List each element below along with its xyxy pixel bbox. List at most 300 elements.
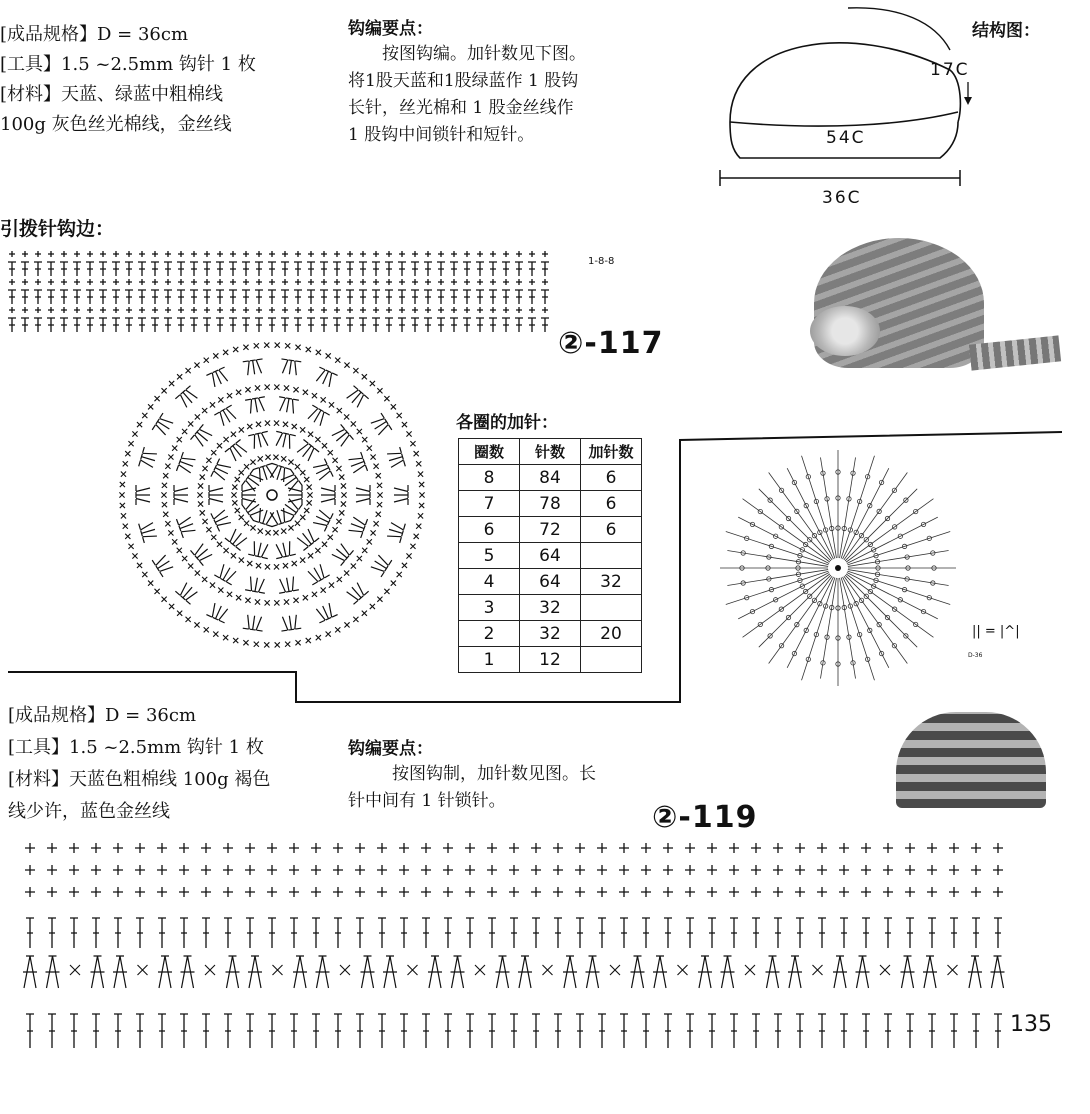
notes-line: 针中间有 1 针锁针。 xyxy=(348,791,506,811)
sc-stitch-symbol xyxy=(575,843,585,853)
dc-stitch-symbol xyxy=(884,1014,892,1048)
structure-heading: 结构图： xyxy=(972,21,1040,41)
sc-x-symbol xyxy=(70,965,80,975)
sc-stitch-symbol xyxy=(245,865,255,875)
sc-stitch-symbol xyxy=(861,887,871,897)
dc-fan-symbol xyxy=(766,956,780,988)
cell: 8 xyxy=(459,465,520,491)
chain-spoke xyxy=(846,574,933,637)
sc-stitch-symbol xyxy=(355,887,365,897)
sc-x-symbol xyxy=(813,965,823,975)
dc-fan-symbol xyxy=(856,956,870,988)
notes-heading: 钩编要点： xyxy=(348,19,433,39)
sc-stitch-symbol xyxy=(883,865,893,875)
dc-fan-symbol xyxy=(158,956,172,988)
symbol-legend: || = |^| xyxy=(972,624,1020,639)
cell: 2 xyxy=(459,621,520,647)
cell: 1 xyxy=(459,647,520,673)
dc-stitch-symbol xyxy=(510,918,518,948)
sc-stitch-symbol xyxy=(773,843,783,853)
dc-stitch-symbol xyxy=(862,1014,870,1048)
sc-stitch-symbol xyxy=(971,843,981,853)
sc-stitch-symbol xyxy=(905,865,915,875)
sc-stitch-symbol xyxy=(267,887,277,897)
sc-stitch-symbol xyxy=(839,865,849,875)
dc-stitch-symbol xyxy=(884,918,892,948)
dc-fan-symbol xyxy=(788,956,802,988)
dim-width-label: 36C xyxy=(822,188,862,208)
sc-stitch-symbol xyxy=(69,887,79,897)
dc-fan-symbol xyxy=(113,956,127,988)
notes-heading: 钩编要点： xyxy=(348,739,433,759)
dc-stitch-symbol xyxy=(70,1014,78,1048)
sc-stitch-symbol xyxy=(971,865,981,875)
spec-tool: [工具】1.5 ~2.5mm 钩针 1 枚 xyxy=(0,54,256,75)
sc-stitch-symbol xyxy=(993,865,1003,875)
cell: 7 xyxy=(459,491,520,517)
sc-stitch-symbol xyxy=(619,887,629,897)
dc-stitch-symbol xyxy=(620,1014,628,1048)
dc-stitch-symbol xyxy=(378,918,386,948)
dc-stitch-symbol xyxy=(752,918,760,948)
sc-stitch-symbol xyxy=(641,887,651,897)
spec-material-2: 线少许，蓝色金丝线 xyxy=(8,801,170,822)
sc-stitch-symbol xyxy=(267,843,277,853)
sc-stitch-symbol xyxy=(311,865,321,875)
dc-stitch-symbol xyxy=(136,1014,144,1048)
spec-material: [材料】天蓝色粗棉线 100g 褐色 xyxy=(8,769,271,790)
sc-stitch-symbol xyxy=(135,865,145,875)
dc-stitch-symbol xyxy=(488,918,496,948)
sc-stitch-symbol xyxy=(421,843,431,853)
sc-x-symbol xyxy=(610,965,620,975)
dc-stitch-symbol xyxy=(114,918,122,948)
sc-stitch-symbol xyxy=(949,887,959,897)
dc-stitch-symbol xyxy=(818,1014,826,1048)
sc-stitch-symbol xyxy=(245,843,255,853)
notes-body xyxy=(348,761,648,815)
notes-119 xyxy=(348,734,648,815)
sc-x-symbol xyxy=(408,965,418,975)
dc-stitch-symbol xyxy=(730,1014,738,1048)
sc-stitch-symbol xyxy=(509,843,519,853)
dc-stitch-symbol xyxy=(114,1014,122,1048)
sc-stitch-symbol xyxy=(685,843,695,853)
dc-stitch-symbol xyxy=(576,1014,584,1048)
sc-stitch-symbol xyxy=(157,865,167,875)
dc-stitch-symbol xyxy=(576,918,584,948)
spec-material: [材料】天蓝、绿蓝中粗棉线 xyxy=(0,84,224,105)
cell: 6 xyxy=(581,465,642,491)
sc-stitch-symbol xyxy=(443,865,453,875)
sc-stitch-symbol xyxy=(47,887,57,897)
chain-spoke xyxy=(759,489,831,561)
dc-stitch-symbol xyxy=(708,1014,716,1048)
chain-spoke xyxy=(727,570,828,586)
sc-stitch-symbol xyxy=(575,865,585,875)
sc-stitch-symbol xyxy=(179,865,189,875)
dc-stitch-symbol xyxy=(158,918,166,948)
pattern-number-119: ②-119 xyxy=(652,800,758,835)
sc-stitch-symbol xyxy=(861,865,871,875)
dc-fan-symbol xyxy=(91,956,105,988)
cell: 84 xyxy=(520,465,581,491)
dim-height-label: 17C xyxy=(930,60,970,80)
dc-stitch-symbol xyxy=(686,918,694,948)
sc-stitch-symbol xyxy=(553,843,563,853)
dc-stitch-symbol xyxy=(180,918,188,948)
dc-stitch-symbol xyxy=(840,1014,848,1048)
center-ring xyxy=(835,565,841,571)
dc-stitch-symbol xyxy=(840,918,848,948)
dc-fan-symbol xyxy=(518,956,532,988)
dc-fan-symbol xyxy=(968,956,982,988)
chain-spoke xyxy=(845,575,917,647)
sc-x-symbol xyxy=(948,965,958,975)
sc-stitch-symbol xyxy=(817,843,827,853)
sc-stitch-symbol xyxy=(223,887,233,897)
dc-stitch-symbol xyxy=(26,918,34,948)
cell: 32 xyxy=(520,595,581,621)
cell: 6 xyxy=(459,517,520,543)
dc-stitch-symbol xyxy=(158,1014,166,1048)
dc-stitch-symbol xyxy=(246,918,254,948)
sc-stitch-symbol xyxy=(179,843,189,853)
dc-fan-symbol xyxy=(586,956,600,988)
dc-fan-symbol xyxy=(653,956,667,988)
dc-stitch-symbol xyxy=(224,918,232,948)
sc-x-symbol xyxy=(880,965,890,975)
sc-stitch-symbol xyxy=(377,843,387,853)
dc-stitch-symbol xyxy=(70,918,78,948)
dc-stitch-symbol xyxy=(818,918,826,948)
dc-stitch-symbol xyxy=(268,1014,276,1048)
legend-small: D-36 xyxy=(968,652,983,659)
chain-spoke xyxy=(840,457,856,558)
sc-stitch-symbol xyxy=(531,843,541,853)
cell: 20 xyxy=(581,621,642,647)
dc-stitch-symbol xyxy=(224,1014,232,1048)
sc-stitch-symbol xyxy=(377,887,387,897)
sc-stitch-symbol xyxy=(135,887,145,897)
sc-stitch-symbol xyxy=(91,865,101,875)
dc-fan-symbol xyxy=(901,956,915,988)
sc-stitch-symbol xyxy=(795,887,805,897)
sc-stitch-symbol xyxy=(245,887,255,897)
sc-stitch-symbol xyxy=(113,865,123,875)
dc-stitch-symbol xyxy=(312,1014,320,1048)
dc-stitch-symbol xyxy=(444,1014,452,1048)
dc-stitch-symbol xyxy=(202,1014,210,1048)
sc-stitch-symbol xyxy=(377,865,387,875)
col-header: 针数 xyxy=(520,439,581,465)
dc-stitch-symbol xyxy=(620,918,628,948)
dc-stitch-symbol xyxy=(466,918,474,948)
dc-stitch-symbol xyxy=(554,1014,562,1048)
chain-spoke xyxy=(844,576,907,663)
chain-spoke xyxy=(820,578,836,679)
table-caption: 各圈的加针： xyxy=(456,413,558,433)
dc-stitch-symbol xyxy=(928,1014,936,1048)
sc-stitch-symbol xyxy=(399,843,409,853)
dc-stitch-symbol xyxy=(598,918,606,948)
dc-stitch-symbol xyxy=(422,918,430,948)
dc-stitch-symbol xyxy=(180,1014,188,1048)
sc-stitch-symbol xyxy=(531,887,541,897)
sc-stitch-symbol xyxy=(707,843,717,853)
dc-stitch-symbol xyxy=(488,1014,496,1048)
sc-stitch-symbol xyxy=(993,843,1003,853)
sc-stitch-symbol xyxy=(157,887,167,897)
dc-fan-symbol xyxy=(383,956,397,988)
sc-stitch-symbol xyxy=(333,865,343,875)
sc-x-symbol xyxy=(745,965,755,975)
sc-stitch-symbol xyxy=(47,865,57,875)
sc-stitch-symbol xyxy=(223,865,233,875)
dc-fan-symbol xyxy=(248,956,262,988)
dc-stitch-symbol xyxy=(202,918,210,948)
dc-stitch-symbol xyxy=(334,1014,342,1048)
dc-fan-symbol xyxy=(361,956,375,988)
sc-stitch-symbol xyxy=(487,887,497,897)
dc-fan-symbol xyxy=(181,956,195,988)
dc-fan-symbol xyxy=(721,956,735,988)
spec-tool: [工具】1.5 ~2.5mm 钩针 1 枚 xyxy=(8,737,264,758)
sc-stitch-symbol xyxy=(883,843,893,853)
sc-stitch-symbol xyxy=(289,887,299,897)
sc-x-symbol xyxy=(475,965,485,975)
notes-line: 按图钩制，加针数见图。长 xyxy=(392,764,596,784)
dc-stitch-symbol xyxy=(246,1014,254,1048)
sc-stitch-symbol xyxy=(839,887,849,897)
notes-line: 长针，丝光棉和 1 股金丝线作 xyxy=(348,98,574,118)
sc-stitch-symbol xyxy=(839,843,849,853)
chain-spoke xyxy=(727,550,828,566)
sc-stitch-symbol xyxy=(333,887,343,897)
cell: 6 xyxy=(581,491,642,517)
dc-stitch-symbol xyxy=(598,1014,606,1048)
sc-stitch-symbol xyxy=(663,843,673,853)
chain-spoke xyxy=(820,457,836,558)
dc-stitch-symbol xyxy=(664,1014,672,1048)
sc-stitch-symbol xyxy=(201,865,211,875)
sc-stitch-symbol xyxy=(465,887,475,897)
sc-x-symbol xyxy=(205,965,215,975)
edge-label: 1-8-8 xyxy=(588,256,615,267)
dc-fan-symbol xyxy=(23,956,37,988)
dc-stitch-symbol xyxy=(532,1014,540,1048)
dc-stitch-symbol xyxy=(642,918,650,948)
edge-stitch-chart-119 xyxy=(20,838,1030,1063)
chain-spoke xyxy=(840,578,856,679)
sc-stitch-symbol xyxy=(905,843,915,853)
dc-stitch-symbol xyxy=(268,918,276,948)
sc-stitch-symbol xyxy=(443,843,453,853)
chain-spoke xyxy=(769,473,832,560)
chain-spoke xyxy=(759,575,831,647)
sc-stitch-symbol xyxy=(509,887,519,897)
sc-stitch-symbol xyxy=(113,843,123,853)
sc-stitch-symbol xyxy=(927,843,937,853)
sc-stitch-symbol xyxy=(399,887,409,897)
dc-stitch-symbol xyxy=(48,1014,56,1048)
round-stitch-chart-119 xyxy=(712,446,972,696)
specs-119 xyxy=(8,700,270,828)
sc-stitch-symbol xyxy=(223,843,233,853)
dc-stitch-symbol xyxy=(928,918,936,948)
hat-image xyxy=(896,712,1046,808)
cell: 4 xyxy=(459,569,520,595)
dc-stitch-symbol xyxy=(92,1014,100,1048)
dc-fan-symbol xyxy=(451,956,465,988)
sc-stitch-symbol xyxy=(201,887,211,897)
dc-stitch-symbol xyxy=(290,918,298,948)
sc-stitch-symbol xyxy=(597,865,607,875)
sc-stitch-symbol xyxy=(25,843,35,853)
sc-stitch-symbol xyxy=(751,843,761,853)
cell: 64 xyxy=(520,569,581,595)
dc-stitch-symbol xyxy=(774,1014,782,1048)
dim-circumference-label: 54C xyxy=(826,128,866,148)
cell: 32 xyxy=(581,569,642,595)
sc-stitch-symbol xyxy=(487,865,497,875)
sc-stitch-symbol xyxy=(91,843,101,853)
dc-stitch-symbol xyxy=(356,1014,364,1048)
cell: 64 xyxy=(520,543,581,569)
notes-line: 1 股钩中间锁针和短针。 xyxy=(348,125,535,145)
dc-stitch-symbol xyxy=(972,918,980,948)
dc-fan-symbol xyxy=(563,956,577,988)
dc-stitch-symbol xyxy=(554,918,562,948)
sc-stitch-symbol xyxy=(135,843,145,853)
sc-stitch-symbol xyxy=(861,843,871,853)
sc-stitch-symbol xyxy=(575,887,585,897)
sc-stitch-symbol xyxy=(751,865,761,875)
sc-stitch-symbol xyxy=(927,887,937,897)
sc-stitch-symbol xyxy=(421,887,431,897)
cell: 5 xyxy=(459,543,520,569)
sc-stitch-symbol xyxy=(289,865,299,875)
spec-size: [成品规格】D = 36cm xyxy=(0,24,189,45)
sc-stitch-symbol xyxy=(619,843,629,853)
sc-stitch-symbol xyxy=(69,843,79,853)
dc-fan-symbol xyxy=(496,956,510,988)
col-header: 加针数 xyxy=(581,439,642,465)
sc-stitch-symbol xyxy=(355,865,365,875)
dc-fan-symbol xyxy=(698,956,712,988)
sc-stitch-symbol xyxy=(113,887,123,897)
sc-stitch-symbol xyxy=(817,865,827,875)
chain-spoke xyxy=(844,473,907,560)
sc-stitch-symbol xyxy=(179,887,189,897)
dc-stitch-symbol xyxy=(92,918,100,948)
sc-stitch-symbol xyxy=(707,887,717,897)
chain-spoke xyxy=(848,570,949,586)
dc-stitch-symbol xyxy=(532,918,540,948)
dc-stitch-symbol xyxy=(48,918,56,948)
sc-stitch-symbol xyxy=(641,843,651,853)
sc-stitch-symbol xyxy=(465,865,475,875)
sc-stitch-symbol xyxy=(553,887,563,897)
sc-stitch-symbol xyxy=(333,843,343,853)
dc-stitch-symbol xyxy=(796,1014,804,1048)
edge-heading: 引拨针钩边： xyxy=(0,218,115,240)
dc-stitch-symbol xyxy=(422,1014,430,1048)
sc-stitch-symbol xyxy=(399,865,409,875)
dc-stitch-symbol xyxy=(400,1014,408,1048)
dc-stitch-symbol xyxy=(26,1014,34,1048)
sc-stitch-symbol xyxy=(971,887,981,897)
notes-line: 将1股天蓝和1股绿蓝作 1 股钩 xyxy=(348,71,579,91)
sc-stitch-symbol xyxy=(91,887,101,897)
chain-spoke xyxy=(769,576,832,663)
dc-fan-symbol xyxy=(923,956,937,988)
sc-stitch-symbol xyxy=(883,887,893,897)
dc-stitch-symbol xyxy=(510,1014,518,1048)
dc-stitch-symbol xyxy=(994,1014,1002,1048)
sc-stitch-symbol xyxy=(795,843,805,853)
sc-stitch-symbol xyxy=(421,865,431,875)
sc-stitch-symbol xyxy=(795,865,805,875)
sc-stitch-symbol xyxy=(663,887,673,897)
dc-stitch-symbol xyxy=(378,1014,386,1048)
dc-fan-symbol xyxy=(428,956,442,988)
sc-stitch-symbol xyxy=(487,843,497,853)
spec-material-2: 100g 灰色丝光棉线，金丝线 xyxy=(0,114,232,135)
sc-stitch-symbol xyxy=(443,887,453,897)
sc-stitch-symbol xyxy=(905,887,915,897)
chain-spoke xyxy=(743,574,830,637)
dc-stitch-symbol xyxy=(862,918,870,948)
sc-stitch-symbol xyxy=(355,843,365,853)
dc-stitch-symbol xyxy=(752,1014,760,1048)
dc-stitch-symbol xyxy=(466,1014,474,1048)
cell: 3 xyxy=(459,595,520,621)
dc-stitch-symbol xyxy=(444,918,452,948)
sc-stitch-symbol xyxy=(597,887,607,897)
sc-stitch-symbol xyxy=(685,887,695,897)
sc-stitch-symbol xyxy=(465,843,475,853)
sc-stitch-symbol xyxy=(25,865,35,875)
dc-stitch-symbol xyxy=(686,1014,694,1048)
sc-stitch-symbol xyxy=(817,887,827,897)
sc-stitch-symbol xyxy=(311,843,321,853)
sc-stitch-symbol xyxy=(69,865,79,875)
sc-stitch-symbol xyxy=(663,865,673,875)
hat-photo-119 xyxy=(896,712,1046,812)
sc-stitch-symbol xyxy=(729,843,739,853)
sc-stitch-symbol xyxy=(201,843,211,853)
chain-spoke xyxy=(846,499,933,562)
sc-x-symbol xyxy=(543,965,553,975)
dc-fan-symbol xyxy=(226,956,240,988)
notes-line: 按图钩编。加针数见下图。 xyxy=(382,44,586,64)
dc-fan-symbol xyxy=(833,956,847,988)
cell: 6 xyxy=(581,517,642,543)
dc-fan-symbol xyxy=(631,956,645,988)
dc-stitch-symbol xyxy=(334,918,342,948)
sc-stitch-symbol xyxy=(531,865,541,875)
dc-fan-symbol xyxy=(316,956,330,988)
sc-stitch-symbol xyxy=(311,887,321,897)
dc-stitch-symbol xyxy=(994,918,1002,948)
dc-stitch-symbol xyxy=(356,918,364,948)
dc-stitch-symbol xyxy=(400,918,408,948)
sc-stitch-symbol xyxy=(553,865,563,875)
sc-stitch-symbol xyxy=(949,843,959,853)
sc-stitch-symbol xyxy=(751,887,761,897)
sc-stitch-symbol xyxy=(729,887,739,897)
